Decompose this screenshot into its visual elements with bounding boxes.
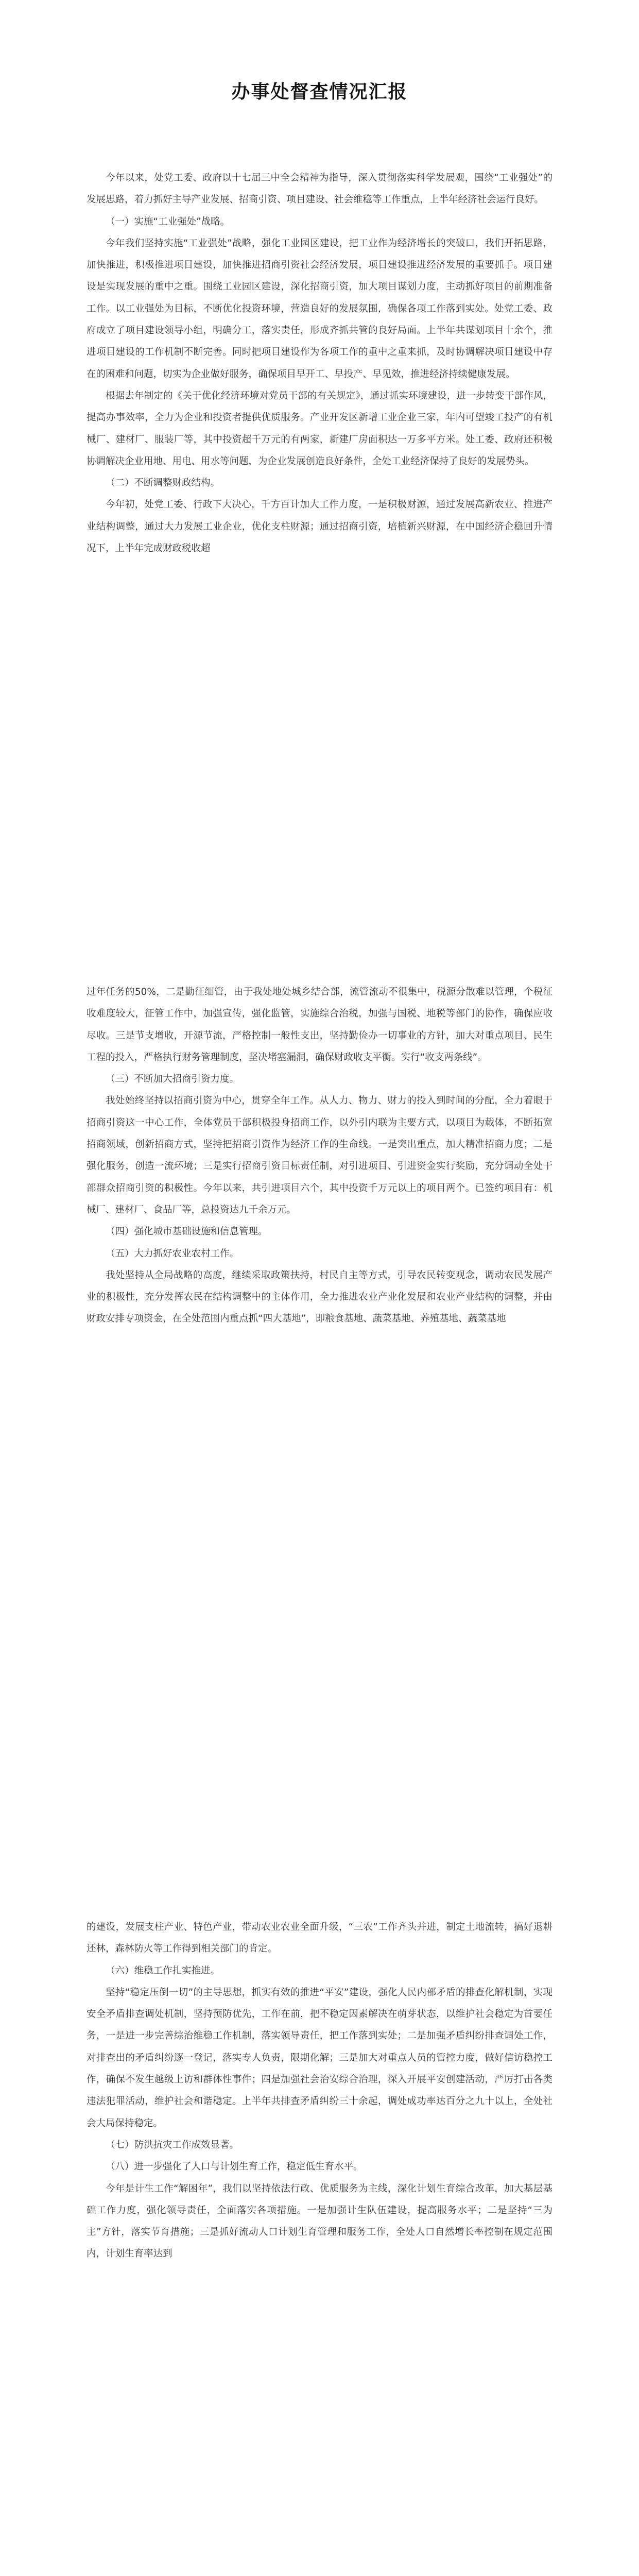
section-heading: （四）强化城市基础设施和信息管理。 <box>106 1226 268 1238</box>
paragraph: 坚持“稳定压倒一切”的主导思想，抓实有效的推进“平安”建设，强化人民内部矛盾的排查化解机制，实现安全矛盾排查调处机制，坚持预防优先，工作在前，把不稳定因素解决在萌芽状态，以维护社会稳定为首要任务，一是进一步完善综治维稳工作机制，落实领导责任，把工作落到实处；二是加强矛盾纠纷排查调处工作，对排查出的矛盾纠纷逐一登记，落实专人负责，限期化解；三是加大对重点人员的管控力度，做好信访稳控工作，确保不发生越级上访和群体性事件；四是加强社会治安综合治理，深入开展平安创建活动，严厉打击各类违法犯罪活动，维护社会和谐稳定。上半年共排查矛盾纠纷三十余起，调处成功率达百分之九十以上，全处社会大局保持稳定。 <box>87 1987 552 2129</box>
section-heading: （六）维稳工作扎实推进。 <box>106 1965 220 1976</box>
paragraph: 根据去年制定的《关于优化经济环境对党员干部的有关规定》，通过抓实环境建设，进一步转变干部作风，提高办事效率，全力为企业和投资者提供优质服务。产业开发区新增工业企业三家，年内可望竣工投产的有机械厂、建材厂、服装厂等，其中投资超千万元的有两家，新建厂房面积达一万多平方米。处工委、政府还积极协调解决企业用地、用电、用水等问题，为企业发展创造良好条件，全处工业经济保持了良好的发展势头。 <box>87 390 552 467</box>
text-section-1 <box>87 167 552 560</box>
section-heading: （二）不断调整财政结构。 <box>106 478 220 489</box>
paragraph: 的建设，发展支柱产业、特色产业，带动农业农业全面升级，“三农”工作齐头并进，制定土地流转，搞好退耕还林，森林防火等工作得到相关部门的肯定。 <box>87 1922 552 1955</box>
section-heading: （一）实施“工业强处”战略。 <box>106 216 230 227</box>
section-heading: （七）防洪抗灾工作成效显著。 <box>106 2139 239 2150</box>
paragraph: 今年初，处党工委、行政下大决心，千方百计加大工作力度，一是积极财源，通过发展高新农业、推进产业结构调整，通过大力发展工业企业，优化支柱财源；通过招商引资，培植新兴财源，在中国经济企稳回升情况下，上半年完成财政税收超 <box>87 499 552 554</box>
text-section-2 <box>87 981 552 1330</box>
section-heading: （八）进一步强化了人口与计划生育工作，稳定低生育水平。 <box>106 2161 363 2173</box>
document-title: 办事处督查情况汇报 <box>231 81 408 103</box>
paragraph: 我处坚持从全局战略的高度，继续采取政策扶持，村民自主等方式，引导农民转变观念，调动农民发展产业的积极性，充分发挥农民在结构调整中的主体作用，全力推进农业产业化发展和农业产业结构的调整，并由财政安排专项资金，在全处范围内重点抓“四大基地”，即粮食基地、蔬菜基地、养殖基地、蔬菜基地 <box>87 1269 552 1325</box>
paragraph: 我处始终坚持以招商引资为中心，贯穿全年工作。从人力、物力、财力的投入到时间的分配，全力着眼于招商引资这一中心工作，全体党员干部积极投身招商工作，以外引内联为主要方式，以项目为载体，不断拓宽招商领域，创新招商方式，坚持把招商引资作为经济工作的生命线。一是突出重点，加大精准招商力度；二是强化服务，创造一流环境；三是实行招商引资目标责任制，对引进项目、引进资金实行奖励，充分调动全处干部群众招商引资的积极性。今年以来，共引进项目六个，其中投资千万元以上的项目两个。已签约项目有：机械厂、建材厂、食品厂等，总投资达九千余万元。 <box>87 1095 552 1215</box>
paragraph: 今年我们坚持实施“工业强处”战略，强化工业园区建设，把工业作为经济增长的突破口，我们开拓思路，加快推进，积极推进项目建设，加快推进招商引资社会经济发展，项目建设推进经济发展的重要抓手。项目建设是实现发展的重中之重。围绕工业园区建设，深化招商引资，加大项目谋划力度，主动抓好项目的前期准备工作。以工业强处为目标，不断优化投资环境，营造良好的发展氛围，确保各项工作落到实处。处党工委、政府成立了项目建设领导小组，明确分工，落实责任，形成齐抓共管的良好局面。上半年共谋划项目十余个，推进项目建设的工作机制不断完善。同时把项目建设作为各项工作的重中之重来抓，及时协调解决项目建设中存在的困难和问题，切实为企业做好服务，确保项目早开工、早投产、早见效，推进经济持续健康发展。 <box>87 238 552 380</box>
text-section-3 <box>87 1917 552 2265</box>
section-heading: （五）大力抓好农业农村工作。 <box>106 1248 239 1259</box>
paragraph: 今年以来，处党工委、政府以十七届三中全会精神为指导，深入贯彻落实科学发展观，围绕“工业强处”的发展思路，着力抓好主导产业发展、招商引资、项目建设、社会维稳等工作重点，上半年经济社会运行良好。 <box>87 173 552 206</box>
section-heading: （三）不断加大招商引资力度。 <box>106 1074 239 1085</box>
paragraph: 过年任务的50%，二是勤征细管，由于我处地处城乡结合部，流管流动不很集中，税源分散难以管理，个税征收难度较大，征管工作中，加强宣传，强化监管，实施综合治税，加强与国税、地税等部门的协作，确保应收尽收。三是节支增收，开源节流，严格控制一般性支出，坚持勤俭办一切事业的方针，加大对重点项目、民生工程的投入，严格执行财务管理制度，坚决堵塞漏洞，确保财政收支平衡。实行“收支两条线”。 <box>87 987 552 1063</box>
paragraph: 今年是计生工作“解困年”，我们以坚持依法行政、优质服务为主线，深化计划生育综合改革，加大基层基础工作力度，强化领导责任，全面落实各项措施。一是加强计生队伍建设，提高服务水平；二是坚持“三为主”方针，落实节育措施；三是抓好流动人口计划生育管理和服务工作，全处人口自然增长率控制在规定范围内，计划生育率达到 <box>87 2183 552 2260</box>
